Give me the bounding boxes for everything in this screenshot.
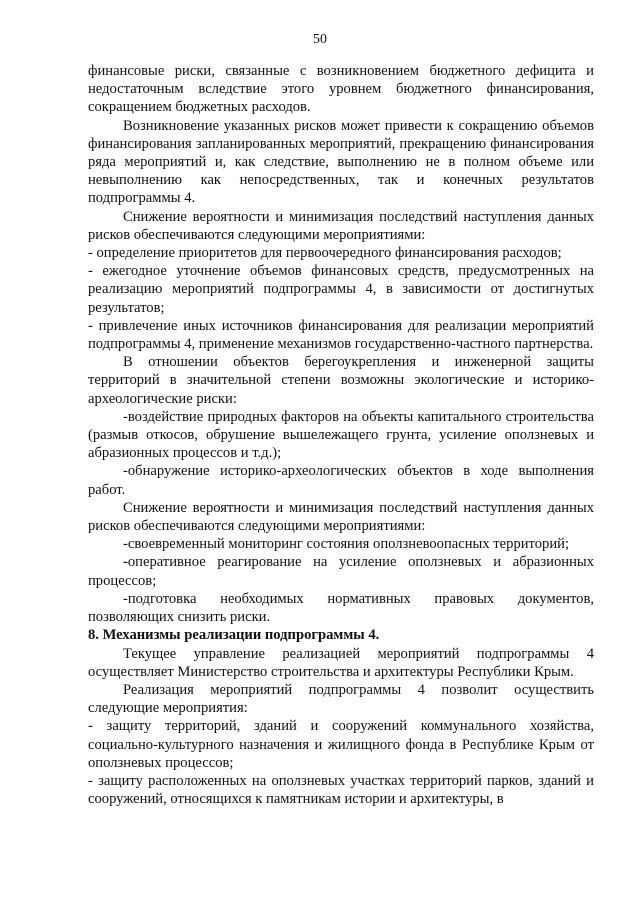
- list-item-heritage-protection: - защиту расположенных на оползневых участках территорий парков, зданий и сооружений, относящихся к памятникам истории и архитектуры, в: [88, 772, 594, 808]
- list-item-annual-refinement: - ежегодное уточнение объемов финансовых средств, предусмотренных на реализацию мероприятий подпрограммы 4, в зависимости от достигнутых результатов;: [88, 263, 594, 316]
- list-item-monitoring: -своевременный мониторинг состояния оползневоопасных территорий;: [123, 536, 570, 553]
- paragraph-management: Текущее управление реализацией мероприятий подпрограммы 4 осуществляет Министерство строительства и архитектуры Республики Крым.: [88, 645, 594, 680]
- paragraph-risk-consequences: Возникновение указанных рисков может привести к сокращению объемов финансирования запланированных мероприятий, прекращению финансирования ряда мероприятий и, как следствие, выполнению не в полном объеме или невыполнению как непосредственных, так и конечных результатов подпрограммы 4.: [88, 117, 594, 207]
- list-item-natural-factors: -воздействие природных факторов на объекты капитального строительства (размыв откосов, обрушение вышележащего грунта, усиление оползневых и абразионных процессов и т.д.);: [88, 408, 594, 462]
- risks-section: [88, 62, 594, 626]
- list-item-other-sources: - привлечение иных источников финансирования для реализации мероприятий подпрограммы 4, применение механизмов государственно-частного партнерства.: [88, 317, 594, 353]
- paragraph-ecological-risks: В отношении объектов берегоукрепления и инженерной защиты территорий в значительной степени возможны экологические и историко-археологические риски:: [88, 354, 594, 407]
- document-body: [88, 62, 594, 808]
- section-heading: 8. Механизмы реализации подпрограммы 4.: [88, 627, 380, 644]
- list-item-response: -оперативное реагирование на усиление оползневых и абразионных процессов;: [88, 554, 594, 589]
- list-item-regulations: -подготовка необходимых нормативных правовых документов, позволяющих снизить риски.: [88, 590, 594, 626]
- paragraph-mitigation-intro-2: Снижение вероятности и минимизация последствий наступления данных рисков обеспечиваются следующими мероприятиями:: [88, 499, 594, 535]
- paragraph-implementation: Реализация мероприятий подпрограммы 4 позволит осуществить следующие мероприятия:: [88, 681, 594, 717]
- page-number: 50: [313, 32, 327, 47]
- mechanisms-section: [88, 645, 594, 809]
- list-item-priorities: - определение приоритетов для первоочередного финансирования расходов;: [88, 245, 562, 262]
- list-item-territory-protection: - защиту территорий, зданий и сооружений коммунального хозяйства, социально-культурного назначения и жилищного фонда в Республике Крым от оползневых процессов;: [88, 718, 594, 771]
- paragraph-mitigation-intro: Снижение вероятности и минимизация последствий наступления данных рисков обеспечиваются следующими мероприятиями:: [88, 208, 594, 243]
- paragraph-continuation: финансовые риски, связанные с возникновением бюджетного дефицита и недостаточным вследствие этого уровнем бюджетного финансирования, сокращением бюджетных расходов.: [88, 63, 594, 116]
- list-item-archaeological-finds: -обнаружение историко-археологических объектов в ходе выполнения работ.: [88, 463, 594, 498]
